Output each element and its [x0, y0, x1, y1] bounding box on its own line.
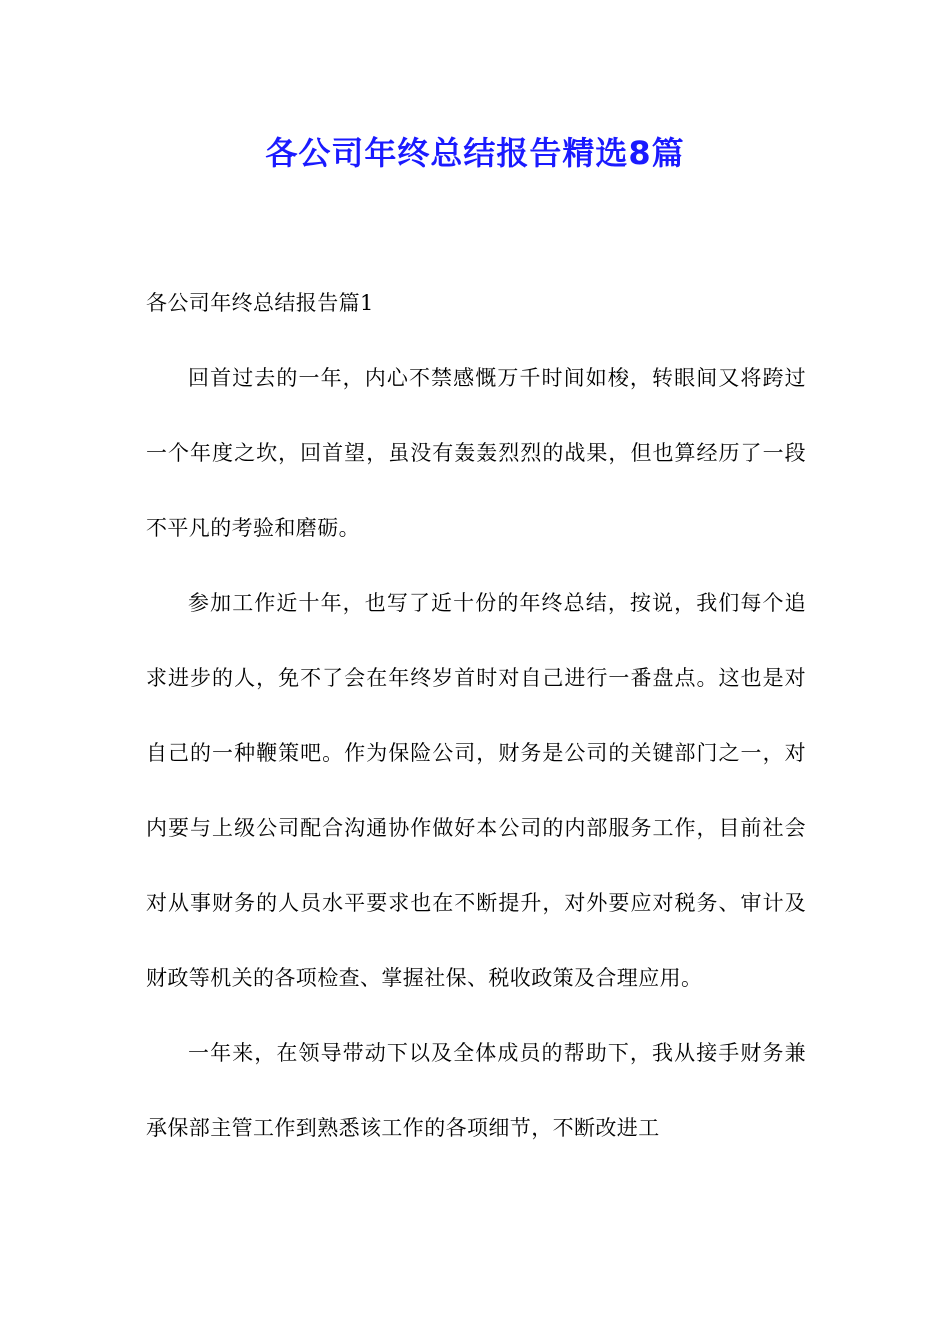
paragraph-1: 回首过去的一年，内心不禁感慨万千时间如梭，转眼间又将跨过一个年度之坎，回首望，虽没有轰轰烈烈的战果，但也算经历了一段不平凡的考验和磨砺。 — [146, 366, 806, 540]
section-heading: 各公司年终总结报告篇1 — [146, 291, 374, 315]
paragraph-2: 参加工作近十年，也写了近十份的年终总结，按说，我们每个追求进步的人，免不了会在年终岁首时对自己进行一番盘点。这也是对自己的一种鞭策吧。作为保险公司，财务是公司的关键部门之一，对内要与上级公司配合沟通协作做好本公司的内部服务工作，目前社会对从事财务的人员水平要求也在不断提升，对外要应对税务、审计及财政等机关的各项检查、掌握社保、税收政策及合理应用。 — [146, 591, 806, 990]
document-body — [146, 266, 806, 1166]
document-title: 各公司年终总结报告精选8篇 — [265, 134, 685, 172]
paragraph-3: 一年来，在领导带动下以及全体成员的帮助下，我从接手财务兼承保部主管工作到熟悉该工作的各项细节，不断改进工 — [146, 1041, 806, 1140]
